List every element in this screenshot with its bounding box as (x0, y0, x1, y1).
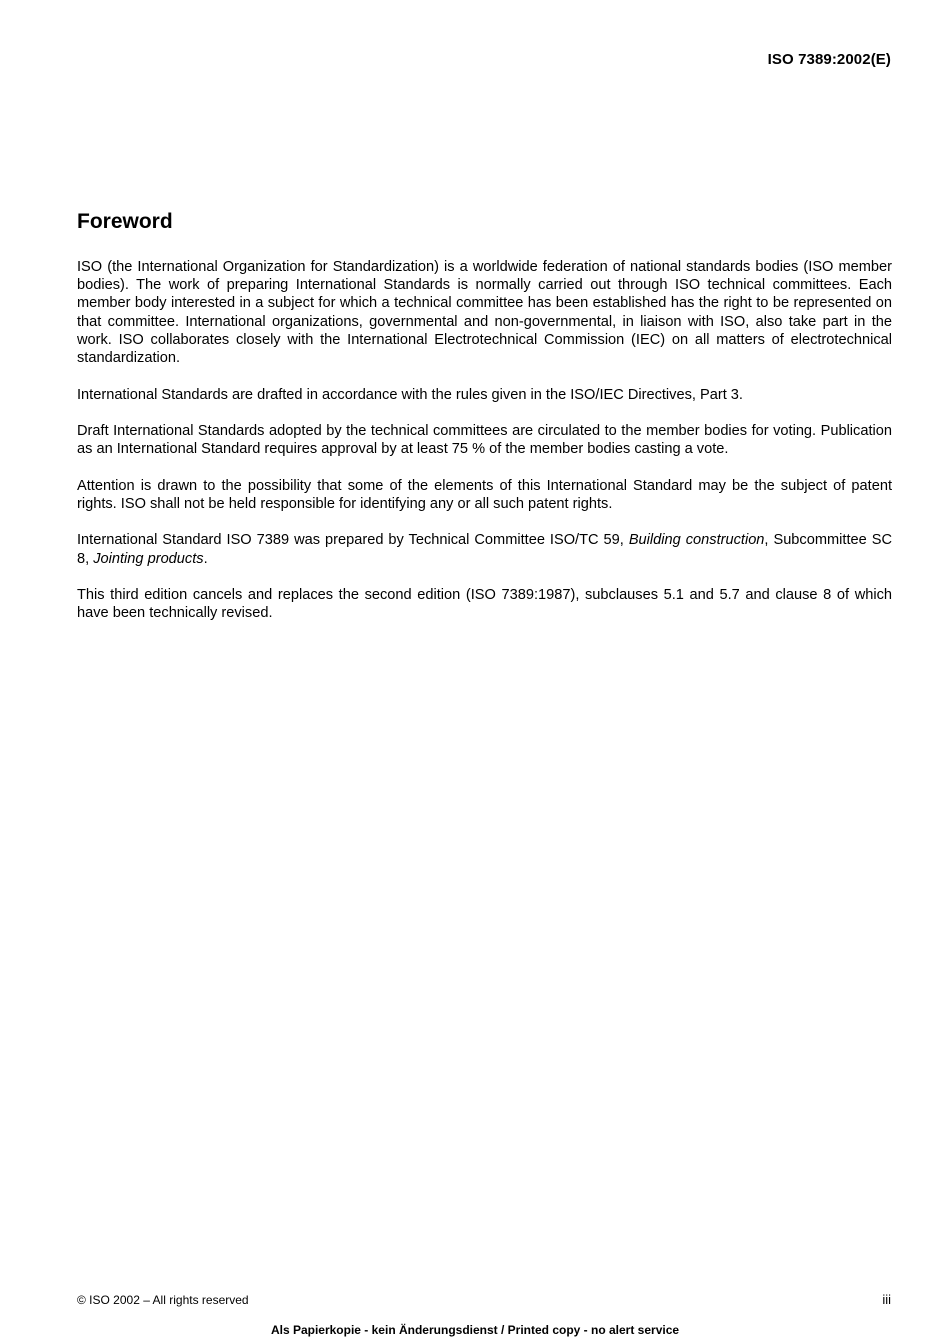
paragraph-patent-rights: Attention is drawn to the possibility that some of the elements of this International Standard may be the subject of patent rights. ISO shall not be held responsible for identifying any or all such patent rights. (77, 477, 892, 512)
committee-name: Building construction (628, 532, 765, 549)
paragraph-directives: International Standards are drafted in accordance with the rules given in the ISO/IEC Directives, Part 3. (77, 386, 743, 403)
committee-suffix: . (203, 550, 208, 567)
committee-prefix: International Standard ISO 7389 was prepared by Technical Committee ISO/TC 59, (77, 532, 629, 549)
copyright-notice: © ISO 2002 – All rights reserved (77, 1293, 249, 1307)
document-id: ISO 7389:2002(E) (767, 51, 891, 68)
paragraph-voting: Draft International Standards adopted by the technical committees are circulated to the member bodies for voting. Publication as an International Standard requires approval by at least 75 % of the member bodies casting a vote. (77, 423, 892, 458)
foreword-body (77, 258, 892, 641)
subcommittee-name: Jointing products (93, 550, 204, 567)
print-notice: Als Papierkopie - kein Änderungsdienst / Printed copy - no alert service (270, 1323, 680, 1337)
page-title: Foreword (77, 210, 173, 233)
page-number: iii (882, 1292, 891, 1307)
paragraph-committee (77, 531, 892, 567)
paragraph-iso-description: ISO (the International Organization for Standardization) is a worldwide federation of national standards bodies (ISO member bodies). The work of preparing International Standards is normally carried out through ISO technical committees. Each member body interested in a subject for which a technical committee has been established has the right to be represented on that committee. International organizations, governmental and non-governmental, in liaison with ISO, also take part in the work. ISO collaborates closely with the International Electrotechnical Commission (IEC) on all matters of electrotechnical standardization. (77, 259, 892, 367)
paragraph-edition: This third edition cancels and replaces the second edition (ISO 7389:1987), subclauses 5.1 and 5.7 and clause 8 of which have been technically revised. (77, 587, 892, 622)
committee-middle: , Subcommittee SC 8, (77, 532, 892, 567)
